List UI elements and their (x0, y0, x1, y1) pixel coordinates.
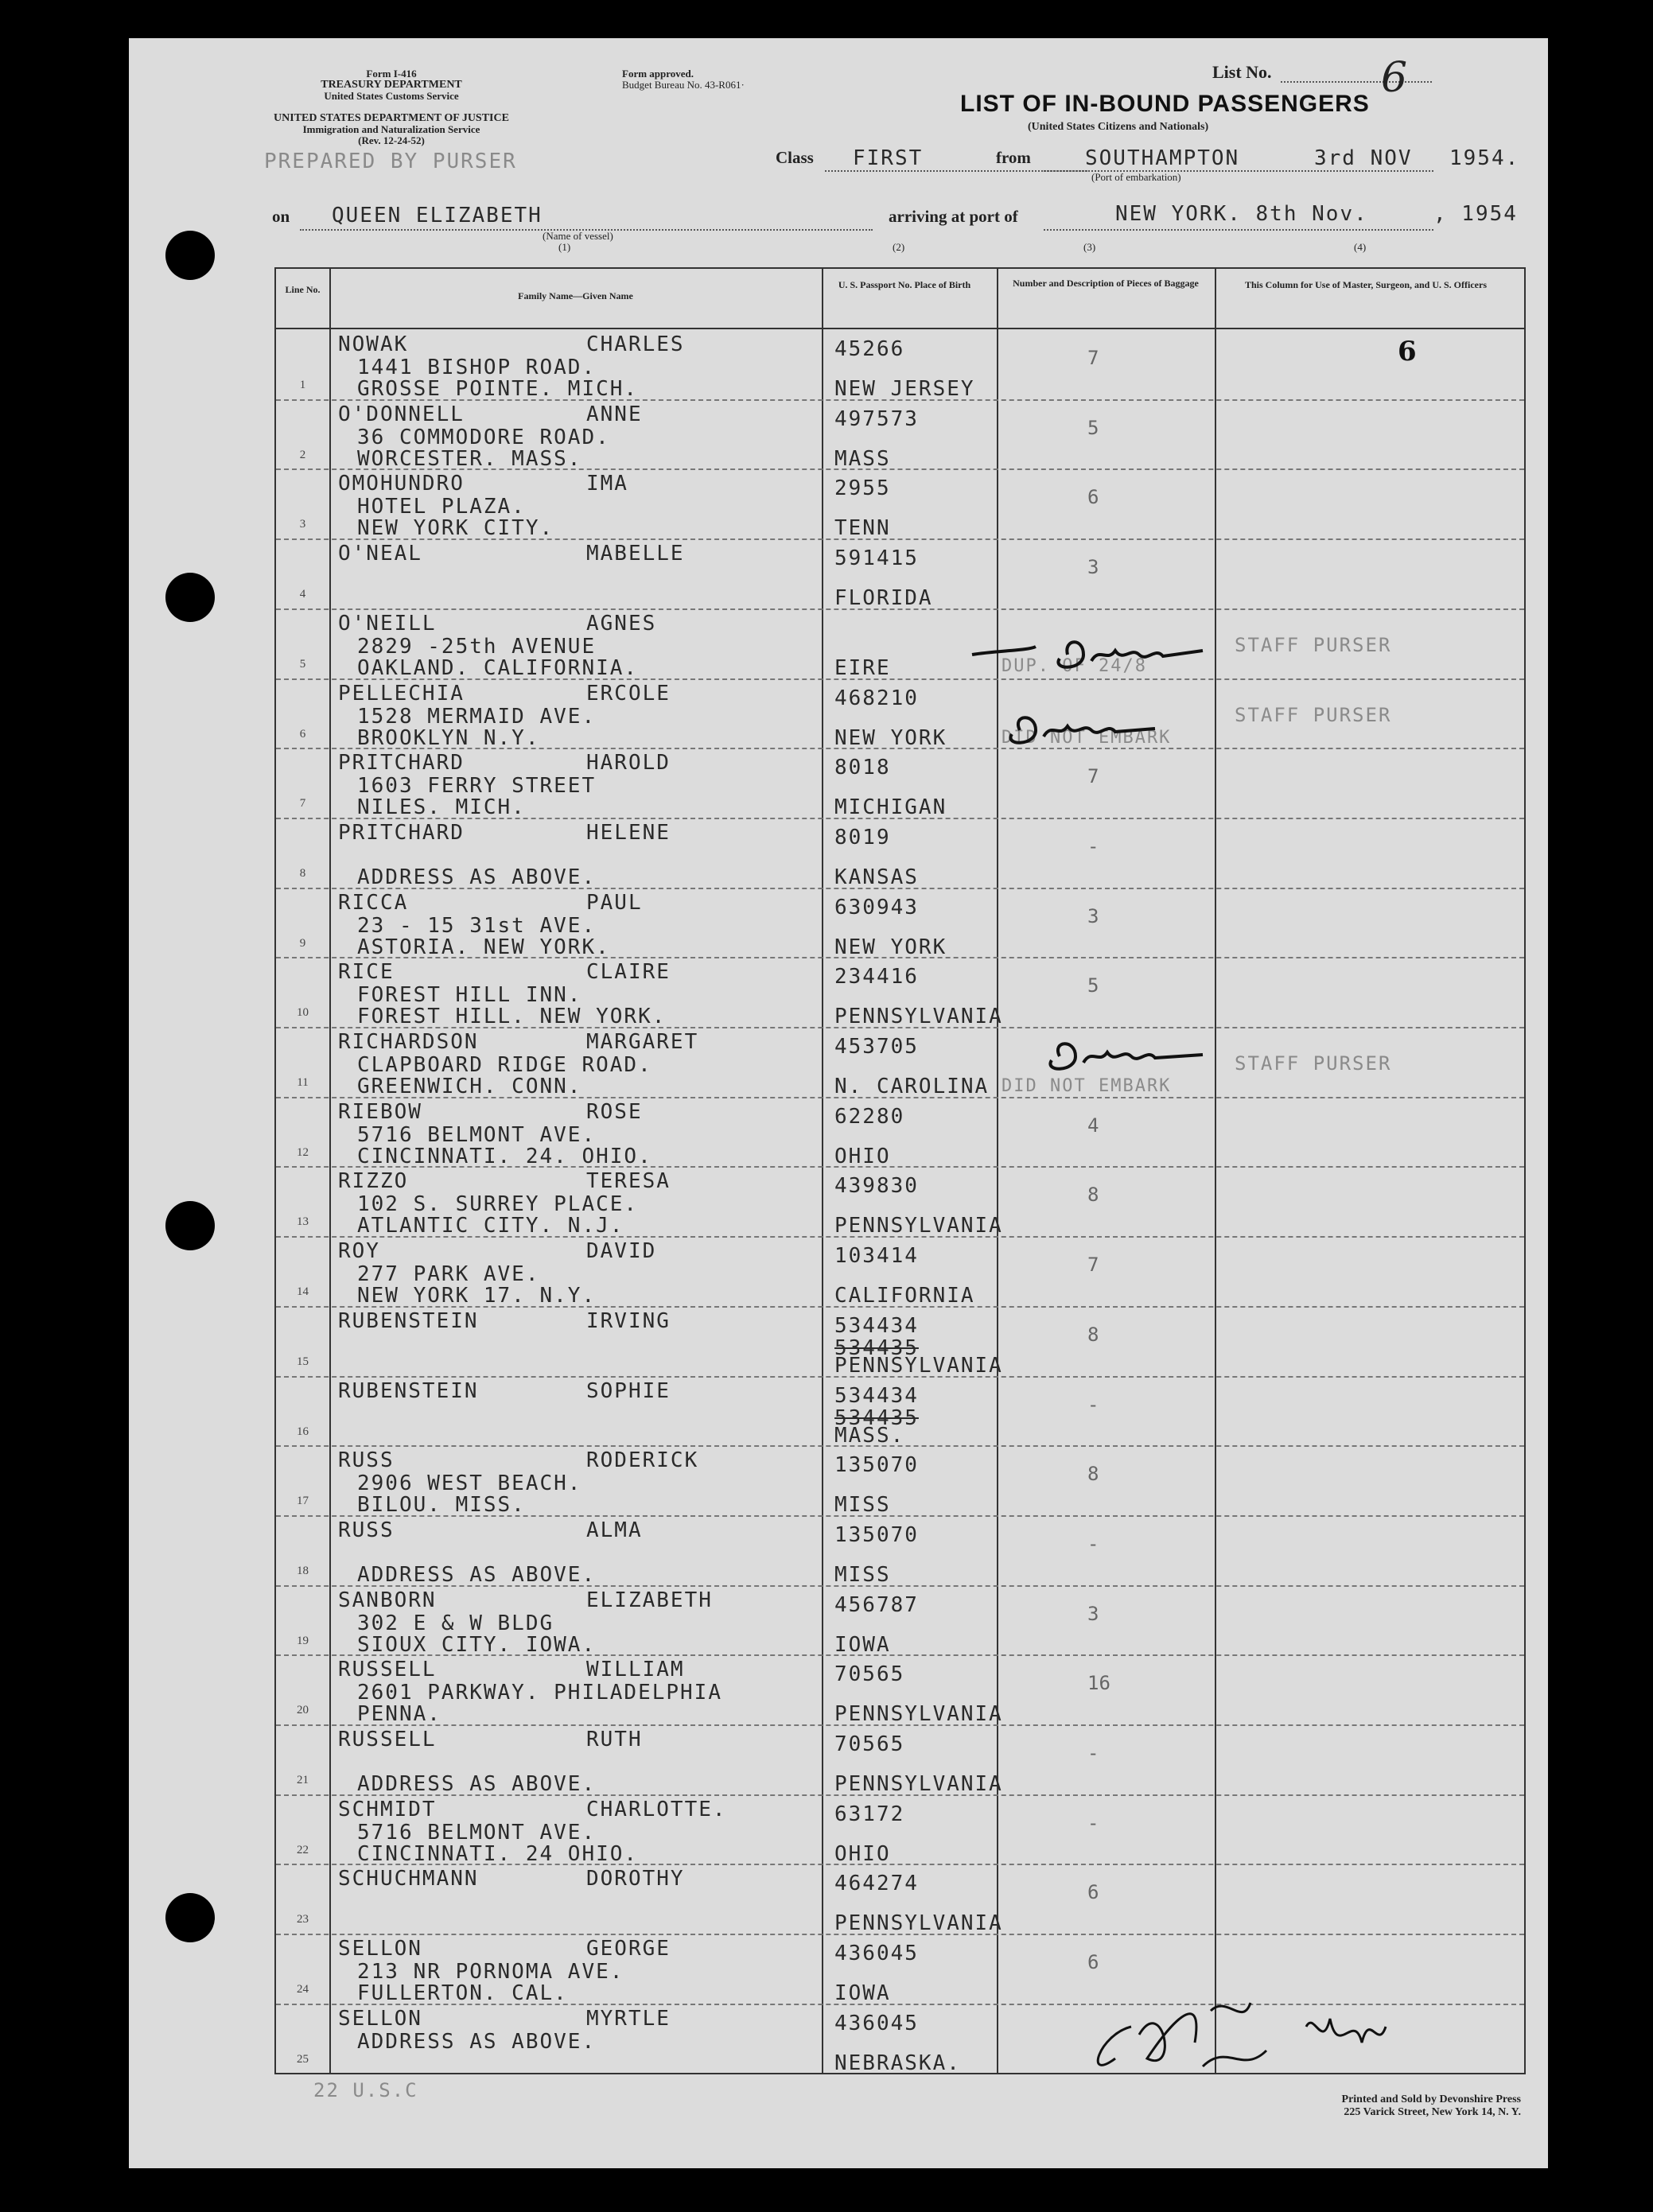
table-row (276, 1794, 1524, 1864)
family-name: PRITCHARD (338, 751, 465, 776)
family-name: RICCA (338, 890, 409, 915)
family-name: SELLON (338, 1937, 422, 1961)
baggage-count: DID NOT EMBARK (1002, 727, 1172, 748)
given-name: MABELLE (586, 542, 685, 566)
given-name: RODERICK (586, 1448, 699, 1473)
given-name: ANNE (586, 402, 643, 426)
place-of-birth: MISS (834, 1493, 891, 1518)
place-of-birth: MASS. (834, 1423, 905, 1448)
family-name: RUSSELL (338, 1658, 437, 1682)
family-name: PRITCHARD (338, 820, 465, 845)
baggage-count: - (1087, 1393, 1099, 1416)
baggage-count: - (1087, 834, 1099, 857)
place-of-birth: PENNSYLVANIA (834, 1702, 1003, 1727)
col-baggage: Number and Description of Pieces of Baggage (1013, 278, 1199, 289)
vessel-note: (Name of vessel) (543, 230, 613, 242)
col-index-2: (2) (893, 241, 905, 253)
arriving-label: arriving at port of (889, 207, 1018, 226)
passport-number: 464274 (834, 1872, 919, 1896)
family-name: RUSS (338, 1518, 395, 1542)
family-name: RIZZO (338, 1169, 409, 1194)
address-line-1: 302 E & W BLDG (357, 1611, 554, 1635)
address-line-1: 2601 PARKWAY. PHILADELPHIA (357, 1681, 722, 1705)
binder-hole (165, 1893, 215, 1942)
table-row (276, 468, 1524, 541)
baggage-count: - (1087, 1532, 1099, 1555)
line-number: 12 (297, 1145, 309, 1159)
col-officers: This Column for Use of Master, Surgeon, and U. S. Officers (1244, 279, 1487, 290)
address-line-1: 23 - 15 31st AVE. (357, 913, 597, 938)
given-name: ROSE (586, 1099, 643, 1124)
line-number: 22 (297, 1843, 309, 1856)
given-name: DOROTHY (586, 1867, 685, 1891)
list-no-label: List No. (1212, 62, 1272, 82)
line-number: 4 (299, 588, 306, 601)
vessel-name: QUEEN ELIZABETH (332, 204, 543, 227)
table-row (276, 1166, 1524, 1236)
address-line-2: NILES. MICH. (357, 795, 526, 820)
table-row (276, 1376, 1524, 1446)
line-number: 6 (299, 727, 306, 741)
table-row (276, 1027, 1524, 1097)
table-row (276, 1724, 1524, 1794)
address-line-1: 102 S. SURREY PLACE. (357, 1192, 639, 1217)
customs-service: United States Customs Service (324, 90, 459, 102)
address-line-2: ADDRESS AS ABOVE. (357, 865, 597, 889)
printer-line-1: Printed and Sold by Devonshire Press (1341, 2093, 1521, 2105)
passenger-table (274, 267, 1526, 2074)
line-number: 15 (297, 1355, 309, 1368)
address-line-1: 2829 -25th AVENUE (357, 634, 597, 659)
place-of-birth: PENNSYLVANIA (834, 1911, 1003, 1936)
address-line-2: OAKLAND. CALIFORNIA. (357, 655, 639, 680)
budget-bureau: Budget Bureau No. 43-R061· (622, 79, 745, 91)
baggage-count: DUP. OF 24/8 (1002, 655, 1147, 676)
given-name: ERCOLE (586, 681, 671, 706)
passport-number: 234416 (834, 965, 919, 989)
address-line-1: 5716 BELMONT AVE. (357, 1820, 597, 1845)
family-name: PELLECHIA (338, 681, 465, 706)
line-number: 25 (297, 2052, 309, 2066)
from-label: from (996, 148, 1031, 167)
col-passport: U. S. Passport No. Place of Birth (838, 279, 971, 290)
passport-number: 453705 (834, 1035, 919, 1059)
address-line-1: 213 NR PORNOMA AVE. (357, 1960, 624, 1985)
address-line-2: FOREST HILL. NEW YORK. (357, 1005, 667, 1029)
given-name: MARGARET (586, 1030, 699, 1054)
address-line-2: GREENWICH. CONN. (357, 1075, 582, 1098)
port-note: (Port of embarkation) (1091, 171, 1181, 183)
family-name: RUBENSTEIN (338, 1308, 479, 1333)
prepared-by: PREPARED BY PURSER (264, 150, 517, 173)
address-line-1: FOREST HILL INN. (357, 983, 582, 1008)
given-name: WILLIAM (586, 1658, 685, 1682)
address-line-2: CINCINNATI. 24 OHIO. (357, 1841, 639, 1866)
place-of-birth: CALIFORNIA (834, 1284, 975, 1308)
line-number: 23 (297, 1913, 309, 1926)
address-line-1: ADDRESS AS ABOVE. (357, 2029, 597, 2054)
place-of-birth: NEW YORK (834, 935, 947, 959)
given-name: AGNES (586, 611, 657, 636)
table-row (276, 818, 1524, 888)
arrival-year: , 1954 (1433, 202, 1518, 226)
line-number: 10 (297, 1006, 309, 1020)
passport-number: 63172 (834, 1802, 905, 1826)
table-row (276, 1864, 1524, 1934)
place-of-birth: N. CAROLINA (834, 1075, 990, 1098)
address-line-1: 5716 BELMONT AVE. (357, 1122, 597, 1147)
passport-number: 630943 (834, 895, 919, 919)
officer-note: STAFF PURSER (1235, 703, 1392, 726)
line-number: 18 (297, 1564, 309, 1577)
binder-hole (165, 1201, 215, 1250)
passport-number: 2955 (834, 476, 891, 501)
given-name: TERESA (586, 1169, 671, 1194)
table-row (276, 678, 1524, 748)
table-row (276, 1236, 1524, 1306)
table-row (276, 1515, 1524, 1585)
family-name: RICHARDSON (338, 1030, 479, 1054)
address-line-1: 277 PARK AVE. (357, 1262, 540, 1287)
address-line-2: GROSSE POINTE. MICH. (357, 377, 639, 401)
table-row (276, 957, 1524, 1027)
passport-number: 436045 (834, 1942, 919, 1966)
passport-number: 70565 (834, 1662, 905, 1687)
place-of-birth: MISS (834, 1562, 891, 1587)
baggage-count: - (1087, 1742, 1099, 1764)
passport-number: 439830 (834, 1174, 919, 1199)
passport-number: 70565 (834, 1732, 905, 1756)
baggage-count: 3 (1087, 556, 1099, 579)
address-line-2: ATLANTIC CITY. N.J. (357, 1214, 624, 1238)
address-line-2: BILOU. MISS. (357, 1493, 526, 1518)
baggage-count: 7 (1087, 765, 1099, 788)
table-row (276, 1585, 1524, 1655)
place-of-birth: OHIO (834, 1841, 891, 1866)
address-line-2: NEW YORK CITY. (357, 516, 554, 541)
given-name: PAUL (586, 890, 643, 915)
document-subtitle: (United States Citizens and Nationals) (1028, 121, 1209, 133)
arrival-port: NEW YORK. 8th Nov. (1115, 202, 1368, 226)
line-number: 16 (297, 1425, 309, 1438)
family-name: SANBORN (338, 1588, 437, 1612)
table-row (276, 1445, 1524, 1518)
address-line-1: HOTEL PLAZA. (357, 495, 526, 519)
baggage-count: 3 (1087, 1602, 1099, 1625)
passport-number-struck: 534435 (834, 1405, 919, 1430)
col-index-4: (4) (1354, 241, 1367, 253)
passport-number: 8018 (834, 756, 891, 780)
passport-number: 456787 (834, 1592, 919, 1617)
col-line-no: Line No. (285, 284, 321, 295)
family-name: O'NEAL (338, 542, 422, 566)
place-of-birth: PENNSYLVANIA (834, 1005, 1003, 1029)
place-of-birth: MICHIGAN (834, 795, 947, 820)
table-row (276, 608, 1524, 678)
given-name: MYRTLE (586, 2006, 671, 2031)
passport-number: 135070 (834, 1522, 919, 1547)
given-name: HELENE (586, 820, 671, 845)
place-of-birth: PENNSYLVANIA (834, 1353, 1003, 1378)
family-name: RUSS (338, 1448, 395, 1473)
passport-number: 8019 (834, 825, 891, 849)
place-of-birth: NEW YORK (834, 725, 947, 750)
justice-dept: UNITED STATES DEPARTMENT OF JUSTICE (274, 112, 509, 124)
table-row (276, 1306, 1524, 1376)
given-name: CHARLES (586, 332, 685, 356)
given-name: GEORGE (586, 1937, 671, 1961)
line-number: 9 (299, 936, 306, 950)
family-name: RIEBOW (338, 1099, 422, 1124)
line-number: 13 (297, 1215, 309, 1229)
revision-date: (Rev. 12-24-52) (358, 134, 425, 146)
given-name: SOPHIE (586, 1378, 671, 1403)
place-of-birth: NEBRASKA. (834, 2051, 961, 2075)
given-name: RUTH (586, 1728, 643, 1751)
family-name: SCHMIDT (338, 1797, 437, 1821)
given-name: HAROLD (586, 751, 671, 776)
passport-number: 436045 (834, 2011, 919, 2035)
line-number: 3 (299, 518, 306, 531)
given-name: DAVID (586, 1239, 657, 1264)
form-approved: Form approved. (622, 68, 694, 80)
baggage-count: 6 (1087, 1951, 1099, 1974)
address-line-2: WORCESTER. MASS. (357, 446, 582, 471)
baggage-count: 8 (1087, 1463, 1099, 1486)
class-label: Class (776, 148, 814, 167)
table-row (276, 329, 1524, 399)
col-index-1: (1) (558, 241, 571, 253)
col-index-3: (3) (1083, 241, 1096, 253)
binder-hole (165, 573, 215, 622)
address-line-1: 1603 FERRY STREET (357, 774, 597, 799)
family-name: O'NEILL (338, 611, 437, 636)
staff-signature-1 (964, 631, 1243, 678)
family-name: SCHUCHMANN (338, 1867, 479, 1891)
address-line-2: ADDRESS AS ABOVE. (357, 1772, 597, 1796)
line-number: 14 (297, 1285, 309, 1299)
family-name: SELLON (338, 2006, 422, 2031)
staff-signature-2 (988, 706, 1243, 754)
place-of-birth: MASS (834, 446, 891, 471)
baggage-count: 7 (1087, 1254, 1099, 1277)
embarkation-year: 1954. (1449, 146, 1520, 170)
place-of-birth: OHIO (834, 1144, 891, 1168)
line-number: 21 (297, 1774, 309, 1786)
binder-hole (165, 231, 215, 280)
list-no-handwritten: 6 (1381, 54, 1408, 102)
staff-signature-3 (1028, 1032, 1282, 1080)
passport-number: 497573 (834, 406, 919, 431)
passport-number: 468210 (834, 686, 919, 710)
given-name: IRVING (586, 1308, 671, 1333)
family-name: RUBENSTEIN (338, 1378, 479, 1403)
family-name: RICE (338, 960, 395, 985)
place-of-birth: PENNSYLVANIA (834, 1214, 1003, 1238)
place-of-birth: IOWA (834, 1632, 891, 1657)
table-row (276, 748, 1524, 818)
family-name: RUSSELL (338, 1728, 437, 1751)
line-number: 19 (297, 1634, 309, 1647)
line-number: 17 (297, 1495, 309, 1508)
address-line-2: SIOUX CITY. IOWA. (357, 1632, 597, 1657)
given-name: CLAIRE (586, 960, 671, 985)
place-of-birth: PENNSYLVANIA (834, 1772, 1003, 1796)
table-row (276, 1654, 1524, 1727)
embarkation-date: 3rd NOV (1314, 146, 1413, 170)
given-name: CHARLOTTE. (586, 1797, 727, 1821)
manifest-sheet (129, 38, 1548, 2168)
passport-number: 45266 (834, 337, 905, 361)
officer-signature (1068, 1947, 1545, 2106)
table-row (276, 538, 1524, 611)
table-row (276, 1097, 1524, 1167)
officer-note: 6 (1398, 336, 1417, 367)
family-name: NOWAK (338, 332, 409, 356)
place-of-birth: EIRE (834, 655, 891, 680)
line-number: 2 (299, 448, 306, 461)
baggage-count: 3 (1087, 904, 1099, 927)
address-line-1: 1441 BISHOP ROAD. (357, 356, 597, 379)
baggage-count: 4 (1087, 1114, 1099, 1137)
family-name: O'DONNELL (338, 402, 465, 426)
place-of-birth: FLORIDA (834, 586, 933, 611)
place-of-birth: KANSAS (834, 865, 919, 889)
baggage-count: 16 (1087, 1672, 1110, 1695)
given-name: ELIZABETH (586, 1588, 713, 1612)
line-number: 20 (297, 1704, 309, 1717)
line-number: 5 (299, 657, 306, 671)
table-row (276, 399, 1524, 469)
baggage-count: 6 (1087, 486, 1099, 509)
usc-code: 22 U.S.C (313, 2079, 418, 2101)
address-line-2: ADDRESS AS ABOVE. (357, 1562, 597, 1587)
form-number: Form I-416 (366, 68, 417, 80)
baggage-count: 8 (1087, 1323, 1099, 1346)
address-line-2: NEW YORK 17. N.Y. (357, 1284, 597, 1308)
address-line-1: 1528 MERMAID AVE. (357, 704, 597, 729)
immigration-service: Immigration and Naturalization Service (302, 123, 480, 135)
address-line-1: CLAPBOARD RIDGE ROAD. (357, 1053, 652, 1077)
document-title: LIST OF IN-BOUND PASSENGERS (960, 91, 1370, 117)
place-of-birth: NEW JERSEY (834, 377, 975, 401)
place-of-birth: TENN (834, 516, 891, 541)
passport-number: 135070 (834, 1453, 919, 1478)
baggage-count: 8 (1087, 1184, 1099, 1207)
embarkation-port: SOUTHAMPTON (1085, 146, 1240, 170)
baggage-count: DID NOT EMBARK (1002, 1076, 1172, 1096)
baggage-count: 6 (1087, 1881, 1099, 1904)
line-number: 24 (297, 1983, 309, 1996)
passport-number: 534434 (834, 1313, 919, 1338)
passport-number: 534434 (834, 1383, 919, 1408)
address-line-2: ASTORIA. NEW YORK. (357, 935, 610, 959)
passport-number: 103414 (834, 1244, 919, 1269)
family-name: OMOHUNDRO (338, 472, 465, 496)
officer-note: STAFF PURSER (1235, 633, 1392, 656)
baggage-count: 5 (1087, 416, 1099, 439)
place-of-birth: IOWA (834, 1981, 891, 2006)
line-number: 1 (299, 379, 306, 391)
line-number: 11 (297, 1076, 309, 1089)
address-line-2: BROOKLYN N.Y. (357, 725, 540, 750)
passport-number: 591415 (834, 546, 919, 571)
baggage-count: 5 (1087, 974, 1099, 997)
passport-number: 62280 (834, 1104, 905, 1129)
printer-line-2: 225 Varick Street, New York 14, N. Y. (1344, 2106, 1521, 2118)
address-line-1: 2906 WEST BEACH. (357, 1471, 582, 1496)
officer-note: STAFF PURSER (1235, 1052, 1392, 1075)
baggage-count: - (1087, 1811, 1099, 1834)
col-name: Family Name—Given Name (518, 290, 633, 301)
treasury-dept: TREASURY DEPARTMENT (321, 79, 462, 91)
family-name: ROY (338, 1239, 380, 1264)
on-label: on (272, 207, 290, 226)
given-name: IMA (586, 472, 628, 496)
address-line-1: 36 COMMODORE ROAD. (357, 425, 610, 449)
class-value: FIRST (853, 146, 924, 170)
address-line-2: CINCINNATI. 24. OHIO. (357, 1144, 652, 1168)
given-name: ALMA (586, 1518, 643, 1542)
address-line-2: FULLERTON. CAL. (357, 1981, 568, 2006)
address-line-2: PENNA. (357, 1702, 441, 1727)
line-number: 7 (299, 797, 306, 811)
table-row (276, 888, 1524, 958)
baggage-count: 7 (1087, 347, 1099, 369)
line-number: 8 (299, 866, 306, 880)
passport-number-struck: 534435 (834, 1335, 919, 1360)
